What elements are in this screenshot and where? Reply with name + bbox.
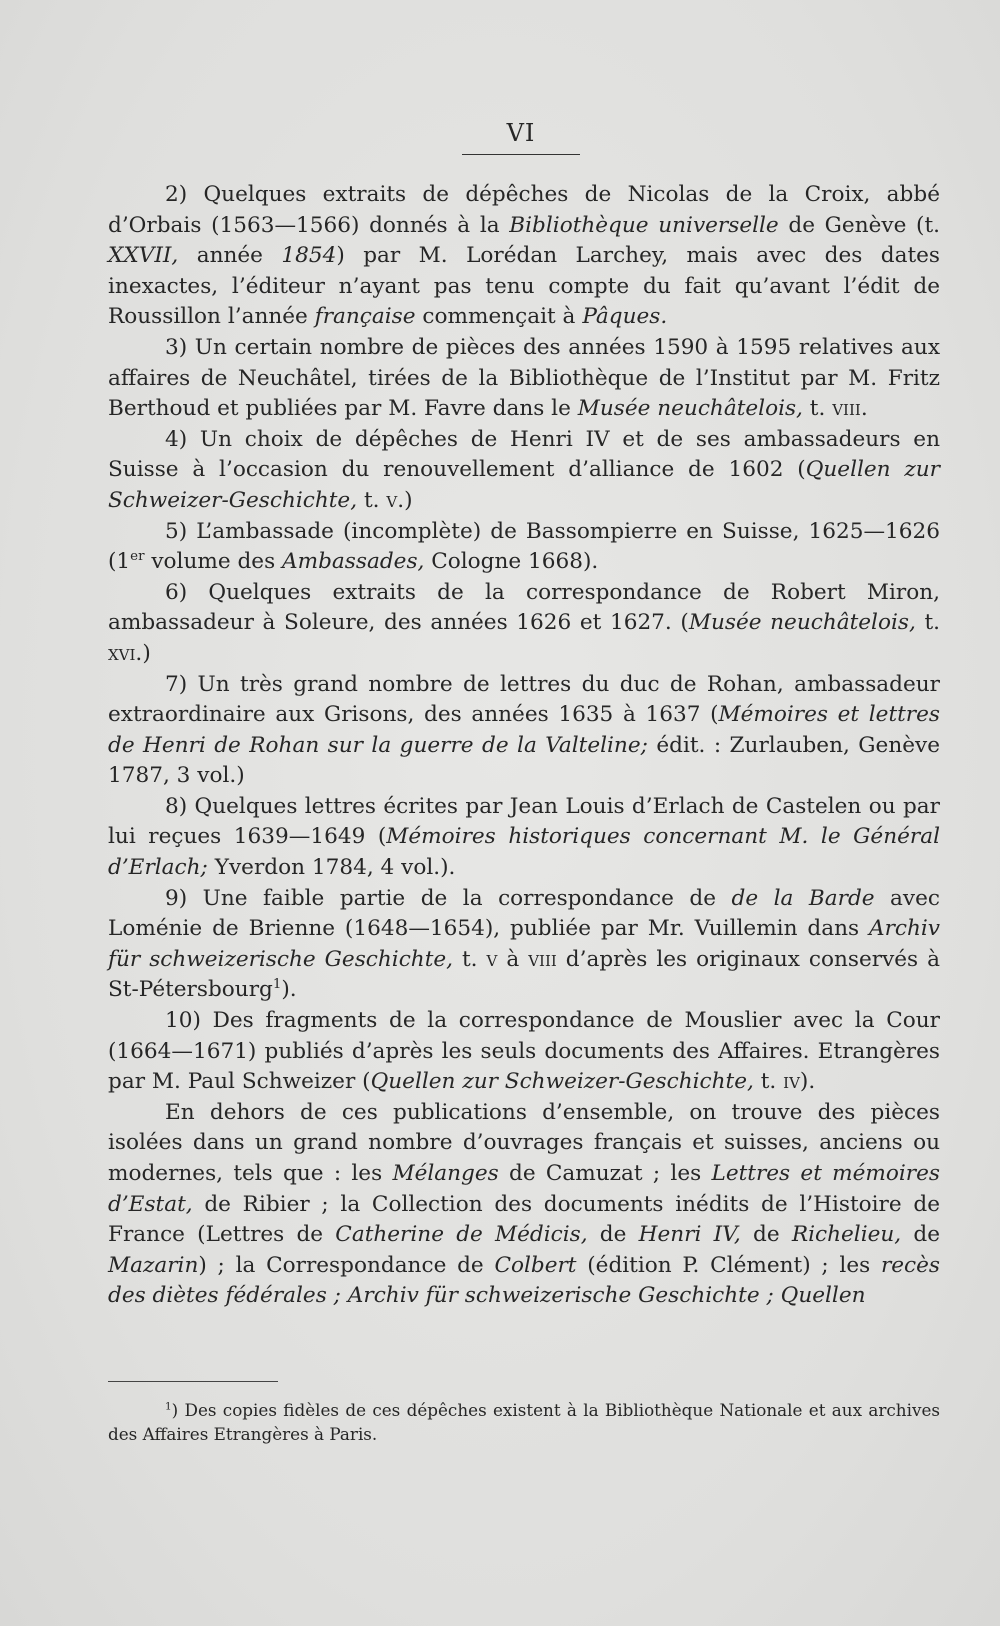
text-run: de Camuzat ; les: [498, 1161, 712, 1186]
text-run: de Genève (t.: [778, 212, 940, 238]
body-text: [108, 180, 940, 1312]
text-run: d’après les originaux conservés à St-Pétersbourg: [108, 946, 940, 1003]
text-run: 8) Quelques lettres écrites par Jean Louis d’Erlach de Castelen ou par lui reçues 1639—1649 (: [108, 793, 940, 850]
text-run: t.: [802, 396, 833, 422]
text-run: 6) Quelques extraits de la correspondance de Robert Miron, ambassadeur à Soleure, des années 1626 et 1627. (: [108, 579, 940, 636]
text-run: ) ; la Correspondance de: [198, 1252, 495, 1278]
italic-text: Catherine de Médicis,: [335, 1222, 588, 1248]
italic-text: Musée neuchâtelois,: [688, 610, 916, 636]
small-caps-text: iv: [783, 1069, 800, 1095]
text-run: ).: [281, 977, 297, 1003]
paragraph-general-sources: [108, 1098, 940, 1312]
text-run: t.: [753, 1069, 784, 1095]
italic-text: Colbert: [494, 1252, 577, 1278]
paragraph-7: [108, 670, 940, 792]
text-run: édit. : Zurlauben, Genève 1787, 3 vol.): [108, 732, 940, 789]
superscript-text: 1: [272, 977, 282, 993]
paragraph-9: [108, 884, 940, 1006]
text-run: 5) L’ambassade (incomplète) de Bassompierre en Suisse, 1625—1626 (1: [108, 518, 940, 575]
text-run: 3) Un certain nombre de pièces des années 1590 à 1595 relatives aux affaires de Neuchâtel, tirées de la Bibliothèque de l’Institut par M. Fritz Berthoud et publiées par M. Favre dans le: [108, 334, 940, 422]
superscript-text: 1: [165, 1400, 172, 1413]
italic-text: Mémoires et lettres de Henri de Rohan sur la guerre de la Valteline;: [108, 702, 940, 758]
text-run: de: [740, 1222, 792, 1248]
small-caps-text: viii: [528, 946, 557, 972]
italic-text: Henri IV,: [638, 1222, 741, 1248]
italic-text: Quellen zur Schweizer-Geschichte,: [370, 1069, 754, 1095]
italic-text: Richelieu,: [791, 1222, 902, 1248]
page-number: VI: [506, 119, 536, 147]
text-run: 2) Quelques extraits de dépêches de Nicolas de la Croix, abbé d’Orbais (1563—1566) donnés à la: [108, 182, 940, 238]
header-rule: [462, 154, 580, 155]
italic-text: de la Barde: [731, 885, 875, 911]
italic-text: Archiv für schweizerische Geschichte,: [108, 916, 940, 972]
text-run: 4) Un choix de dépêches de Henri IV et de ses ambassadeurs en Suisse à l’occasion du renouvellement d’alliance de 1602 (: [108, 426, 940, 483]
text-run: ).: [799, 1069, 816, 1095]
text-run: volume des: [144, 549, 283, 575]
superscript-text: er: [130, 548, 145, 564]
text-run: de: [587, 1222, 639, 1248]
text-run: avec Loménie de Brienne (1648—1654), publiée par Mr. Vuillemin dans: [108, 885, 941, 942]
italic-text: XXVII,: [108, 243, 179, 269]
text-run: 9) Une faible partie de la correspondance de: [165, 885, 732, 911]
small-caps-text: v.: [386, 487, 405, 513]
small-caps-text: viii.: [832, 396, 868, 422]
text-run: (édition P. Clément) ; les: [576, 1252, 881, 1278]
small-caps-text: xvi.: [108, 640, 143, 666]
text-run: t.: [915, 610, 940, 636]
italic-text: française: [314, 304, 416, 330]
text-run: Yverdon 1784, 4 vol.).: [207, 855, 456, 881]
paragraph-3: [108, 333, 940, 425]
paragraph-2: [108, 180, 940, 333]
italic-text: Lettres et mémoires d’Estat,: [108, 1161, 940, 1217]
text-run: à: [497, 946, 529, 972]
text-run: ) par M. Lorédan Larchey, mais avec des dates inexactes, l’éditeur n’ayant pas tenu compte du fait qu’avant l’édit de Roussillon l’année: [108, 243, 940, 330]
footnote: [108, 1398, 940, 1446]
text-run: ) Des copies fidèles de ces dépêches existent à la Bibliothèque Nationale et aux archives des Affaires Etrangères à Paris.: [108, 1400, 940, 1444]
text-run: ): [142, 640, 151, 666]
text-run: année: [178, 243, 282, 269]
italic-text: Mazarin: [108, 1252, 199, 1278]
italic-text: Mémoires historiques concernant M. le Général d’Erlach;: [108, 824, 940, 881]
text-run: En dehors de ces publications d’ensemble, on trouve des pièces isolées dans un grand nombre d’ouvrages français et suisses, anciens ou modernes, tels que : les: [108, 1099, 940, 1186]
text-run: ): [404, 487, 413, 513]
italic-text: Pâques.: [582, 304, 668, 330]
italic-text: Mélanges: [392, 1161, 499, 1186]
footnote-rule: [108, 1381, 278, 1382]
text-run: de: [901, 1222, 940, 1248]
italic-text: Ambassades,: [282, 549, 425, 575]
italic-text: recès des diètes fédérales ; Archiv für schweizerische Geschichte ; Quellen: [108, 1252, 941, 1309]
paragraph-4: [108, 425, 940, 517]
paragraph-8: [108, 792, 940, 884]
text-run: Cologne 1668).: [424, 549, 599, 575]
page-header: [462, 118, 580, 155]
small-caps-text: v: [486, 946, 498, 972]
italic-text: Quellen zur Schweizer-Geschichte,: [108, 457, 941, 513]
text-run: t.: [357, 487, 387, 513]
text-run: 10) Des fragments de la correspondance de Mouslier avec la Cour (1664—1671) publiés d’après les seuls documents des Affaires. Etrangères par M. Paul Schweizer (: [108, 1008, 940, 1095]
text-run: commençait à: [415, 304, 583, 330]
text-run: de Ribier ; la Collection des documents inédits de l’Histoire de France (Lettres de: [108, 1191, 940, 1248]
paragraph-5: [108, 517, 940, 578]
italic-text: 1854: [281, 243, 337, 269]
paragraph-6: [108, 578, 940, 670]
italic-text: Bibliothèque universelle: [509, 212, 779, 238]
paragraph-10: [108, 1006, 940, 1098]
text-run: t.: [453, 946, 487, 972]
italic-text: Musée neuchâtelois,: [577, 396, 803, 422]
text-run: 7) Un très grand nombre de lettres du duc de Rohan, ambassadeur extraordinaire aux Grisons, des années 1635 à 1637 (: [108, 671, 940, 728]
